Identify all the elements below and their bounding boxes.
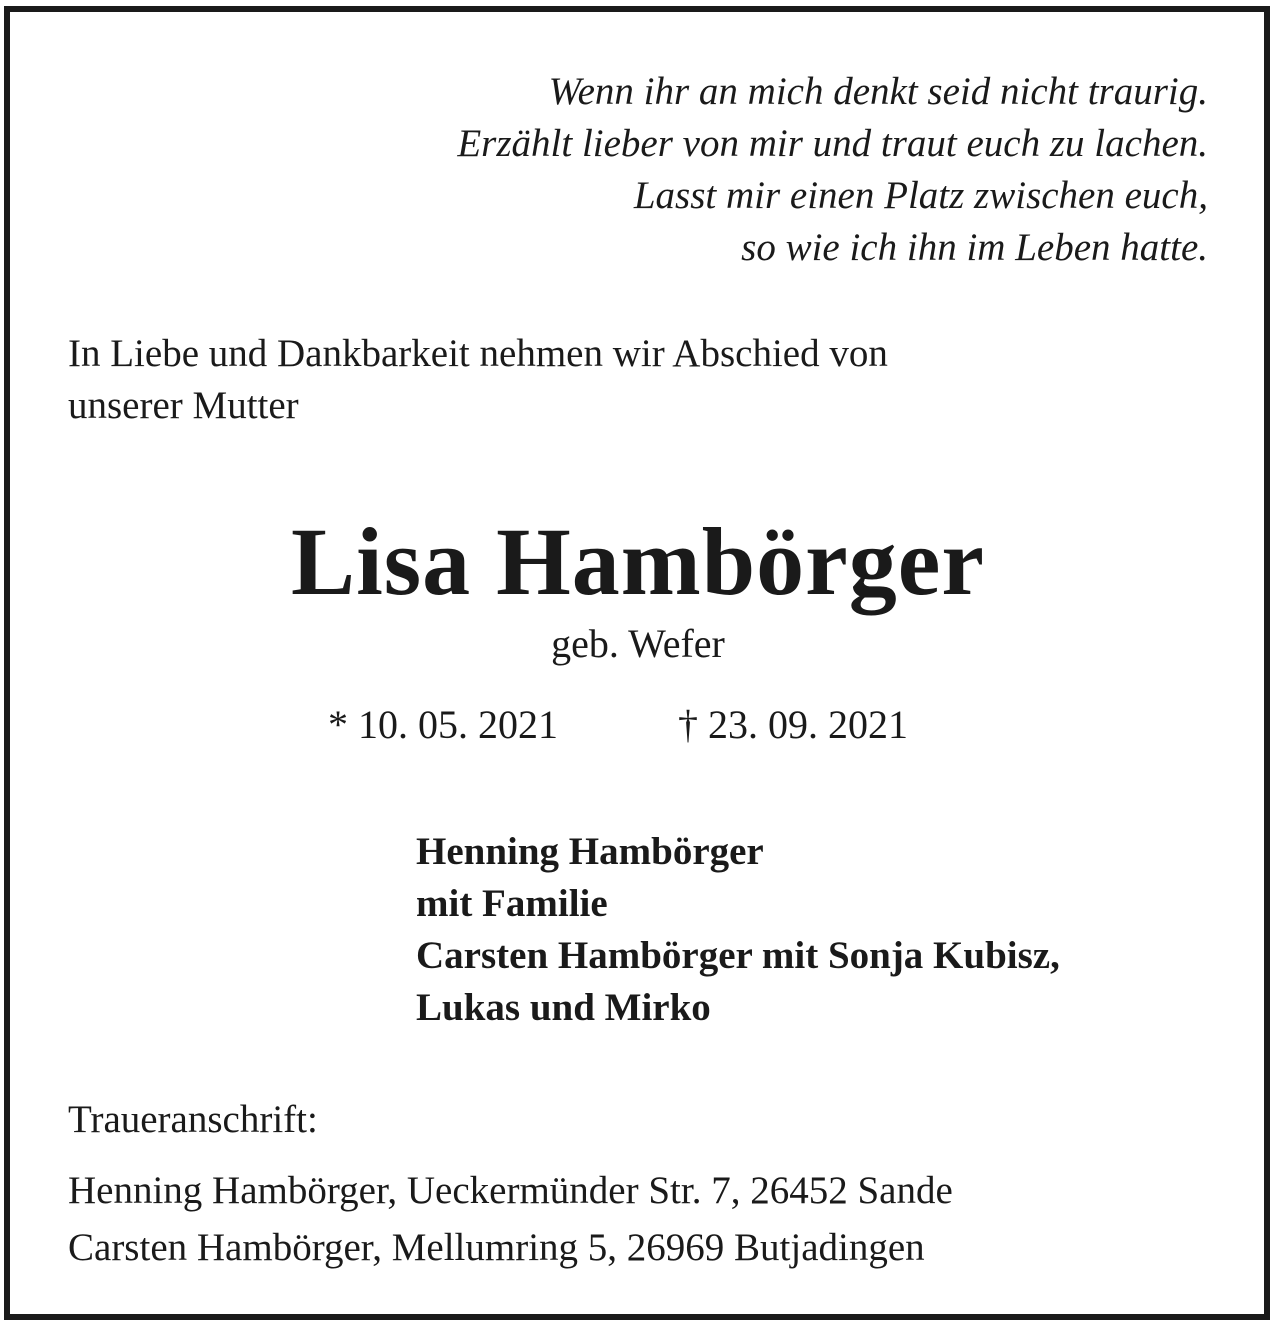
address-line: Henning Hambörger, Ueckermünder Str. 7, 26452 Sande (68, 1169, 953, 1212)
life-dates (328, 698, 908, 752)
address-line: Carsten Hambörger, Mellumring 5, 26969 Butjadingen (68, 1226, 925, 1269)
mourner-line: Lukas und Mirko (416, 986, 711, 1029)
poem-line: so wie ich ihn im Leben hatte. (741, 226, 1208, 269)
intro-line: In Liebe und Dankbarkeit nehmen wir Abschied von (68, 332, 888, 375)
poem-line: Wenn ihr an mich denkt seid nicht traurig. (548, 70, 1208, 113)
death-date: † 23. 09. 2021 (678, 702, 908, 747)
mourners-list (416, 826, 1060, 1034)
memorial-poem (457, 66, 1208, 274)
poem-line: Lasst mir einen Platz zwischen euch, (633, 174, 1208, 217)
deceased-name: Lisa Hambörger (291, 508, 985, 615)
maiden-name: geb. Wefer (551, 621, 725, 666)
mourner-line: mit Familie (416, 882, 608, 925)
mourning-address-label: Traueranschrift: (68, 1098, 318, 1141)
poem-line: Erzählt lieber von mir und traut euch zu lachen. (457, 122, 1208, 165)
intro-text (68, 328, 888, 432)
mourner-line: Henning Hambörger (416, 830, 764, 873)
intro-line: unserer Mutter (68, 384, 299, 427)
birth-date: * 10. 05. 2021 (328, 702, 558, 747)
mourner-line: Carsten Hambörger mit Sonja Kubisz, (416, 934, 1060, 977)
mourning-addresses (68, 1162, 953, 1276)
